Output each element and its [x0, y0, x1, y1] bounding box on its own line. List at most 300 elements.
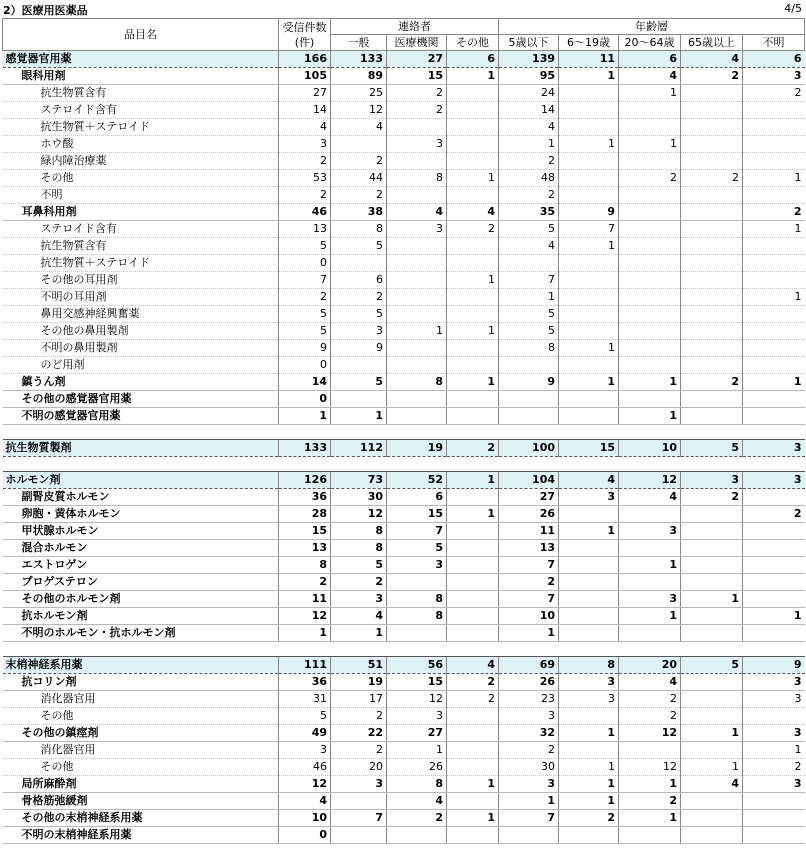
- value-cell: 5: [387, 540, 447, 557]
- value-cell: 52: [387, 472, 447, 489]
- spacer-row: [3, 457, 805, 472]
- value-cell: [447, 340, 499, 357]
- value-cell: [619, 102, 681, 119]
- value-cell: [559, 742, 619, 759]
- value-cell: [681, 306, 743, 323]
- value-cell: [681, 408, 743, 425]
- value-cell: 35: [499, 204, 559, 221]
- item-name-cell: 耳鼻科用剤: [3, 204, 279, 221]
- value-cell: 2: [279, 153, 331, 170]
- value-cell: 26: [499, 506, 559, 523]
- value-cell: 1: [279, 408, 331, 425]
- table-row: [3, 523, 805, 540]
- value-cell: [743, 272, 805, 289]
- value-cell: 5: [681, 657, 743, 674]
- value-cell: 8: [331, 540, 387, 557]
- page-header: [0, 0, 806, 18]
- item-name-cell: 抗コリン剤: [3, 674, 279, 691]
- contact-general-header: 一般: [331, 35, 387, 51]
- value-cell: [447, 540, 499, 557]
- value-cell: 1: [387, 323, 447, 340]
- value-cell: 7: [559, 221, 619, 238]
- value-cell: 2: [279, 289, 331, 306]
- value-cell: [743, 187, 805, 204]
- value-cell: [559, 153, 619, 170]
- value-cell: [331, 793, 387, 810]
- value-cell: 1: [559, 374, 619, 391]
- value-cell: 24: [499, 85, 559, 102]
- value-cell: 26: [387, 759, 447, 776]
- table-row: [3, 557, 805, 574]
- received-count-label: 受信件数: [282, 20, 327, 34]
- value-cell: 1: [743, 221, 805, 238]
- value-cell: 3: [331, 776, 387, 793]
- item-name-cell: その他のホルモン剤: [3, 591, 279, 608]
- table-row: [3, 574, 805, 591]
- value-cell: [619, 340, 681, 357]
- value-cell: [447, 289, 499, 306]
- value-cell: 2: [681, 489, 743, 506]
- item-name-cell: 卵胞・黄体ホルモン: [3, 506, 279, 523]
- value-cell: [743, 391, 805, 408]
- value-cell: 5: [499, 323, 559, 340]
- value-cell: 1: [681, 759, 743, 776]
- value-cell: 7: [499, 557, 559, 574]
- value-cell: [619, 119, 681, 136]
- value-cell: 1: [279, 625, 331, 642]
- value-cell: 5: [331, 238, 387, 255]
- value-cell: [681, 238, 743, 255]
- item-name-cell: 抗ホルモン剤: [3, 608, 279, 625]
- value-cell: [681, 742, 743, 759]
- value-cell: 2: [619, 708, 681, 725]
- value-cell: [743, 323, 805, 340]
- value-cell: 1: [619, 776, 681, 793]
- table-row: [3, 255, 805, 272]
- value-cell: [559, 827, 619, 844]
- table-row: [3, 540, 805, 557]
- value-cell: 2: [681, 170, 743, 187]
- item-name-cell: 感覚器官用薬: [3, 51, 279, 68]
- value-cell: 3: [499, 776, 559, 793]
- value-cell: [681, 119, 743, 136]
- value-cell: [447, 306, 499, 323]
- value-cell: 1: [619, 85, 681, 102]
- value-cell: 6: [387, 489, 447, 506]
- value-cell: 3: [559, 489, 619, 506]
- value-cell: 1: [559, 759, 619, 776]
- value-cell: [743, 306, 805, 323]
- age-6-19-header: 6～19歳: [559, 35, 619, 51]
- value-cell: [681, 625, 743, 642]
- contact-group-header: 連絡者: [331, 19, 499, 35]
- value-cell: 5: [681, 440, 743, 457]
- value-cell: [387, 574, 447, 591]
- value-cell: [681, 221, 743, 238]
- contact-other-header: その他: [447, 35, 499, 51]
- value-cell: 4: [619, 489, 681, 506]
- value-cell: [681, 204, 743, 221]
- value-cell: 3: [279, 136, 331, 153]
- value-cell: [447, 625, 499, 642]
- value-cell: [559, 255, 619, 272]
- value-cell: 9: [331, 340, 387, 357]
- value-cell: [743, 489, 805, 506]
- age-65plus-header: 65歳以上: [681, 35, 743, 51]
- spacer-cell: [3, 642, 805, 657]
- table-row: [3, 374, 805, 391]
- item-name-cell: 不明の末梢神経系用薬: [3, 827, 279, 844]
- value-cell: 30: [331, 489, 387, 506]
- value-cell: [681, 827, 743, 844]
- value-cell: 1: [743, 374, 805, 391]
- value-cell: [387, 272, 447, 289]
- value-cell: 2: [619, 691, 681, 708]
- value-cell: 25: [331, 85, 387, 102]
- value-cell: [447, 238, 499, 255]
- value-cell: 8: [387, 170, 447, 187]
- age-group-header: 年齢層: [499, 19, 805, 35]
- spacer-row: [3, 642, 805, 657]
- value-cell: 2: [331, 187, 387, 204]
- value-cell: 5: [279, 708, 331, 725]
- table-row: [3, 51, 805, 68]
- value-cell: 1: [447, 506, 499, 523]
- item-name-cell: その他の末梢神経系用薬: [3, 810, 279, 827]
- value-cell: 2: [331, 289, 387, 306]
- table-row: [3, 625, 805, 642]
- value-cell: 4: [681, 776, 743, 793]
- value-cell: 32: [499, 725, 559, 742]
- value-cell: 126: [279, 472, 331, 489]
- value-cell: [619, 204, 681, 221]
- value-cell: 44: [331, 170, 387, 187]
- value-cell: 3: [331, 323, 387, 340]
- value-cell: [681, 136, 743, 153]
- value-cell: [619, 289, 681, 306]
- item-name-cell: 鼻用交感神経興奮薬: [3, 306, 279, 323]
- value-cell: 105: [279, 68, 331, 85]
- value-cell: [387, 289, 447, 306]
- value-cell: 30: [499, 759, 559, 776]
- value-cell: 1: [499, 793, 559, 810]
- value-cell: 17: [331, 691, 387, 708]
- value-cell: [743, 357, 805, 374]
- table-row: [3, 391, 805, 408]
- table-row: [3, 119, 805, 136]
- item-name-cell: その他: [3, 759, 279, 776]
- value-cell: [619, 391, 681, 408]
- value-cell: 0: [279, 827, 331, 844]
- value-cell: [681, 674, 743, 691]
- value-cell: 9: [743, 657, 805, 674]
- value-cell: 6: [447, 51, 499, 68]
- value-cell: [559, 591, 619, 608]
- value-cell: 5: [499, 306, 559, 323]
- value-cell: 1: [387, 742, 447, 759]
- value-cell: [559, 85, 619, 102]
- value-cell: 4: [387, 793, 447, 810]
- value-cell: [619, 221, 681, 238]
- value-cell: 13: [499, 540, 559, 557]
- value-cell: 2: [331, 708, 387, 725]
- value-cell: [559, 391, 619, 408]
- value-cell: 19: [331, 674, 387, 691]
- value-cell: 12: [619, 759, 681, 776]
- item-name-cell: 不明: [3, 187, 279, 204]
- value-cell: [447, 608, 499, 625]
- value-cell: 48: [499, 170, 559, 187]
- table-row: [3, 68, 805, 85]
- value-cell: 8: [387, 591, 447, 608]
- value-cell: 1: [447, 272, 499, 289]
- value-cell: [681, 357, 743, 374]
- item-name-cell: 抗生物質製剤: [3, 440, 279, 457]
- value-cell: [387, 340, 447, 357]
- value-cell: 20: [619, 657, 681, 674]
- spacer-cell: [3, 425, 805, 440]
- item-name-cell: 抗生物質含有: [3, 85, 279, 102]
- value-cell: 11: [279, 591, 331, 608]
- value-cell: 1: [619, 374, 681, 391]
- value-cell: 19: [387, 440, 447, 457]
- value-cell: 4: [387, 204, 447, 221]
- value-cell: [619, 625, 681, 642]
- value-cell: 8: [331, 221, 387, 238]
- item-name-cell: その他: [3, 170, 279, 187]
- value-cell: 0: [279, 357, 331, 374]
- value-cell: 2: [387, 102, 447, 119]
- value-cell: [447, 591, 499, 608]
- value-cell: [447, 489, 499, 506]
- value-cell: [681, 557, 743, 574]
- value-cell: [743, 810, 805, 827]
- table-row: [3, 691, 805, 708]
- value-cell: [619, 306, 681, 323]
- item-name-cell: ホルモン剤: [3, 472, 279, 489]
- value-cell: 12: [619, 725, 681, 742]
- table-row: [3, 759, 805, 776]
- value-cell: 4: [559, 472, 619, 489]
- item-name-header: 品目名: [3, 19, 279, 51]
- value-cell: 1: [559, 238, 619, 255]
- page-title: 2）医療用医薬品: [3, 4, 88, 17]
- value-cell: 0: [279, 391, 331, 408]
- value-cell: 3: [743, 472, 805, 489]
- value-cell: [743, 827, 805, 844]
- value-cell: 12: [331, 102, 387, 119]
- value-cell: [447, 153, 499, 170]
- value-cell: 3: [387, 557, 447, 574]
- value-cell: 1: [559, 725, 619, 742]
- value-cell: 166: [279, 51, 331, 68]
- table-row: [3, 136, 805, 153]
- value-cell: 5: [331, 557, 387, 574]
- value-cell: 5: [279, 238, 331, 255]
- table-body: [3, 51, 805, 844]
- value-cell: [743, 523, 805, 540]
- table-row: [3, 357, 805, 374]
- value-cell: 53: [279, 170, 331, 187]
- item-name-cell: 抗生物質＋ステロイド: [3, 119, 279, 136]
- value-cell: [559, 170, 619, 187]
- value-cell: 7: [499, 810, 559, 827]
- value-cell: 8: [387, 776, 447, 793]
- value-cell: [743, 557, 805, 574]
- value-cell: 4: [447, 657, 499, 674]
- value-cell: [743, 574, 805, 591]
- table-row: [3, 170, 805, 187]
- table-row: [3, 591, 805, 608]
- value-cell: 1: [331, 625, 387, 642]
- value-cell: 1: [619, 136, 681, 153]
- value-cell: 4: [279, 119, 331, 136]
- item-name-cell: 抗生物質＋ステロイド: [3, 255, 279, 272]
- value-cell: [743, 540, 805, 557]
- value-cell: [619, 827, 681, 844]
- value-cell: 11: [499, 523, 559, 540]
- value-cell: [619, 506, 681, 523]
- value-cell: 2: [447, 440, 499, 457]
- value-cell: [743, 793, 805, 810]
- item-name-cell: 副腎皮質ホルモン: [3, 489, 279, 506]
- value-cell: [447, 708, 499, 725]
- value-cell: 27: [387, 51, 447, 68]
- value-cell: [619, 540, 681, 557]
- value-cell: 3: [743, 725, 805, 742]
- value-cell: 139: [499, 51, 559, 68]
- value-cell: 10: [279, 810, 331, 827]
- value-cell: 2: [331, 153, 387, 170]
- value-cell: 1: [447, 68, 499, 85]
- item-name-cell: 鎮うん剤: [3, 374, 279, 391]
- value-cell: 2: [619, 170, 681, 187]
- value-cell: 3: [681, 472, 743, 489]
- value-cell: 2: [743, 204, 805, 221]
- page-number: 4/5: [784, 2, 802, 15]
- value-cell: 27: [499, 489, 559, 506]
- value-cell: [681, 289, 743, 306]
- item-name-cell: エストロゲン: [3, 557, 279, 574]
- item-name-cell: ホウ酸: [3, 136, 279, 153]
- value-cell: 4: [447, 204, 499, 221]
- table-row: [3, 827, 805, 844]
- value-cell: [681, 708, 743, 725]
- value-cell: [331, 391, 387, 408]
- value-cell: [619, 323, 681, 340]
- value-cell: 2: [681, 374, 743, 391]
- table-row: [3, 776, 805, 793]
- value-cell: 2: [331, 742, 387, 759]
- value-cell: 2: [279, 574, 331, 591]
- value-cell: 4: [331, 119, 387, 136]
- value-cell: 13: [279, 221, 331, 238]
- item-name-cell: ステロイド含有: [3, 102, 279, 119]
- value-cell: 8: [387, 374, 447, 391]
- value-cell: 10: [619, 440, 681, 457]
- table-row: [3, 742, 805, 759]
- item-name-cell: のど用剤: [3, 357, 279, 374]
- value-cell: [447, 119, 499, 136]
- value-cell: [447, 523, 499, 540]
- value-cell: 3: [559, 674, 619, 691]
- value-cell: 5: [279, 306, 331, 323]
- value-cell: 1: [559, 776, 619, 793]
- value-cell: [681, 540, 743, 557]
- value-cell: 9: [559, 204, 619, 221]
- value-cell: [681, 255, 743, 272]
- item-name-cell: プロゲステロン: [3, 574, 279, 591]
- value-cell: 4: [499, 238, 559, 255]
- value-cell: 15: [387, 68, 447, 85]
- value-cell: [681, 102, 743, 119]
- value-cell: 1: [743, 608, 805, 625]
- value-cell: [559, 272, 619, 289]
- value-cell: [447, 574, 499, 591]
- value-cell: 8: [559, 657, 619, 674]
- value-cell: 1: [447, 170, 499, 187]
- value-cell: 2: [387, 810, 447, 827]
- value-cell: 3: [619, 523, 681, 540]
- received-count-unit: (件): [294, 35, 315, 49]
- value-cell: 49: [279, 725, 331, 742]
- value-cell: [331, 357, 387, 374]
- value-cell: 7: [499, 591, 559, 608]
- value-cell: [681, 523, 743, 540]
- value-cell: [387, 408, 447, 425]
- value-cell: [447, 136, 499, 153]
- value-cell: [447, 357, 499, 374]
- value-cell: [559, 408, 619, 425]
- value-cell: [743, 408, 805, 425]
- value-cell: [681, 187, 743, 204]
- value-cell: [447, 102, 499, 119]
- value-cell: [559, 357, 619, 374]
- item-name-cell: 緑内障治療薬: [3, 153, 279, 170]
- value-cell: 20: [331, 759, 387, 776]
- value-cell: 13: [279, 540, 331, 557]
- value-cell: 7: [331, 810, 387, 827]
- table-row: [3, 272, 805, 289]
- value-cell: 3: [331, 591, 387, 608]
- value-cell: 3: [499, 708, 559, 725]
- value-cell: 3: [387, 708, 447, 725]
- value-cell: [559, 708, 619, 725]
- value-cell: 4: [681, 51, 743, 68]
- age-under5-header: 5歳以下: [499, 35, 559, 51]
- table-row: [3, 674, 805, 691]
- item-name-cell: その他の鼻用製剤: [3, 323, 279, 340]
- value-cell: [447, 759, 499, 776]
- value-cell: 1: [499, 625, 559, 642]
- value-cell: 1: [681, 725, 743, 742]
- item-name-cell: 局所麻酔剤: [3, 776, 279, 793]
- item-name-cell: その他: [3, 708, 279, 725]
- value-cell: 2: [447, 691, 499, 708]
- value-cell: [447, 391, 499, 408]
- value-cell: [743, 625, 805, 642]
- value-cell: 3: [619, 591, 681, 608]
- drug-inquiry-table: [2, 18, 805, 844]
- table-row: [3, 708, 805, 725]
- value-cell: 11: [559, 51, 619, 68]
- value-cell: 26: [499, 674, 559, 691]
- contact-medical-header: 医療機関: [387, 35, 447, 51]
- value-cell: [743, 340, 805, 357]
- item-name-cell: 不明の鼻用製剤: [3, 340, 279, 357]
- value-cell: 12: [279, 776, 331, 793]
- value-cell: 1: [619, 608, 681, 625]
